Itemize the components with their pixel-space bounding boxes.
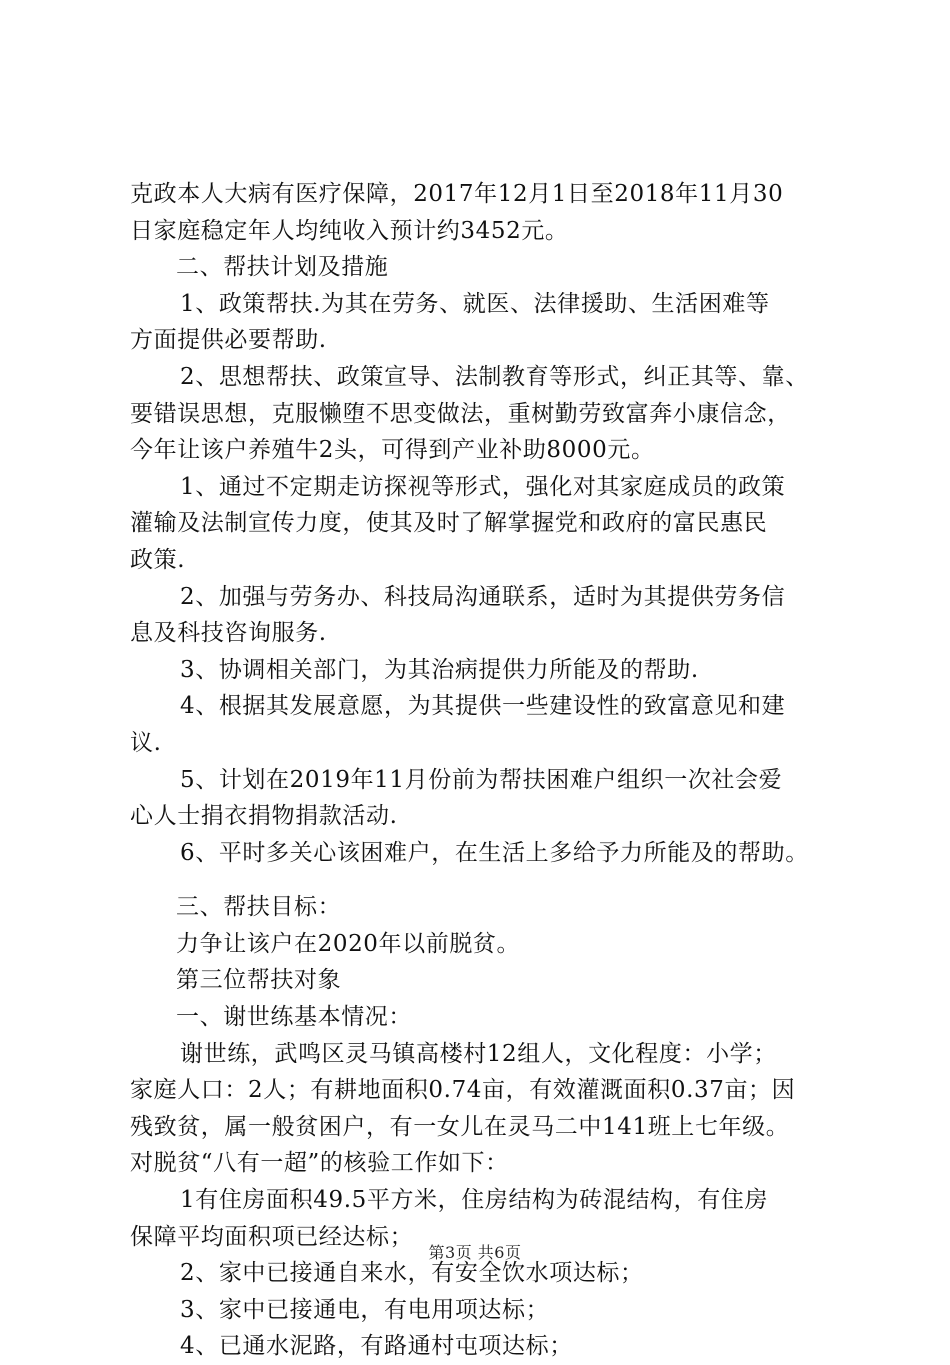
paragraph-gap (130, 871, 835, 889)
text-line: 2、思想帮扶、政策宣导、法制教育等形式，纠正其等、靠、 (180, 363, 809, 390)
text-line: 5、计划在2019年11月份前为帮扶困难户组织一次社会爱 (180, 766, 783, 793)
text-line: 克政本人大病有医疗保障，2017年12月1日至2018年11月30 (130, 181, 784, 207)
text-line: 力争让该户在2020年以前脱贫。 (176, 930, 521, 957)
text-line: 第三位帮扶对象 (176, 967, 342, 994)
text-line: 要错误思想，克服懒堕不思变做法，重树勤劳致富奔小康信念， (130, 400, 791, 427)
text-line: 1、通过不定期走访探视等形式，强化对其家庭成员的政策 (180, 473, 786, 500)
text-line: 政策. (130, 546, 186, 573)
text-line: 3、协调相关部门，为其治病提供力所能及的帮助. (180, 656, 699, 683)
text-line: 心人士捐衣捐物捐款活动. (130, 803, 398, 830)
text-line: 1、政策帮扶.为其在劳务、就医、法律援助、生活困难等 (180, 290, 770, 317)
text-line: 6、平时多关心该困难户，在生活上多给予力所能及的帮助。 (180, 839, 809, 866)
text-line: 残致贫，属一般贫困户，有一女儿在灵马二中141班上七年级。 (130, 1113, 790, 1140)
text-line: 2、家中已接通自来水，有安全饮水项达标； (180, 1260, 644, 1287)
text-line: 4、已通水泥路，有路通村屯项达标； (180, 1333, 573, 1360)
section-heading: 二、帮扶计划及措施 (176, 254, 389, 281)
text-line: 日家庭稳定年人均纯收入预计约3452元。 (130, 217, 569, 244)
text-line: 保障平均面积项已经达标； (130, 1223, 414, 1250)
text-line: 今年让该户养殖牛2头，可得到产业补助8000元。 (130, 437, 655, 464)
text-line: 家庭人口：2人；有耕地面积0.74亩，有效灌溉面积0.37亩；因 (130, 1077, 796, 1104)
text-line: 议. (130, 729, 162, 756)
section-heading: 一、谢世练基本情况： (176, 1004, 412, 1031)
section-heading: 三、帮扶目标： (176, 894, 342, 921)
document-body (130, 176, 835, 1365)
text-line: 方面提供必要帮助. (130, 327, 327, 354)
text-line: 对脱贫“八有一超”的核验工作如下： (130, 1150, 509, 1177)
text-line: 灌输及法制宣传力度，使其及时了解掌握党和政府的富民惠民 (130, 510, 768, 537)
text-line: 1有住房面积49.5平方米，住房结构为砖混结构，有住房 (180, 1187, 769, 1214)
text-line: 3、家中已接通电，有电用项达标； (180, 1296, 550, 1323)
text-line: 2、加强与劳务办、科技局沟通联系，适时为其提供劳务信 (180, 583, 786, 610)
text-line: 4、根据其发展意愿，为其提供一些建设性的致富意见和建 (180, 693, 786, 720)
text-line: 谢世练，武鸣区灵马镇高楼村12组人，文化程度：小学； (180, 1040, 777, 1067)
text-line: 息及科技咨询服务. (130, 620, 327, 647)
page-number: 第3页 共6页 (428, 1243, 522, 1262)
